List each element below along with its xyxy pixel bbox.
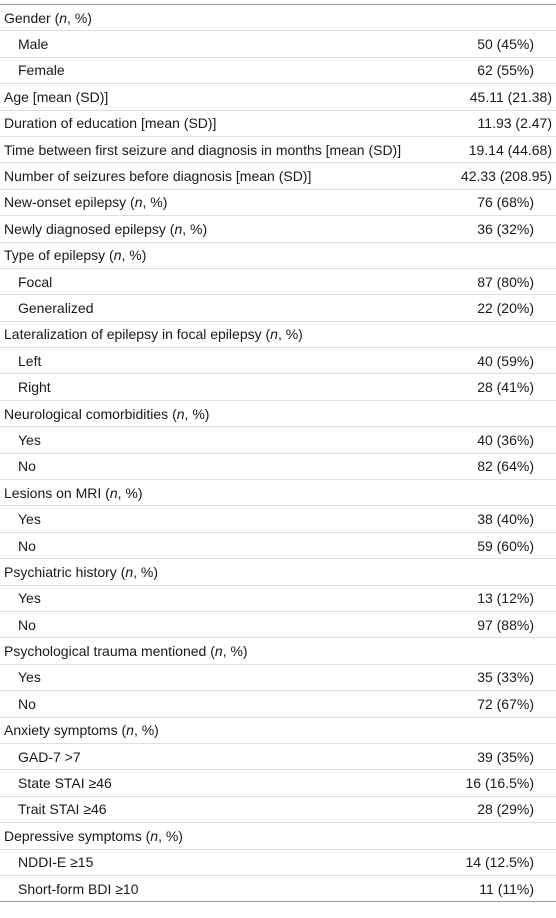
row-value: 22 (20%) [477,299,534,316]
table-subrow [0,665,556,691]
row-label-suffix: , %) [133,563,159,580]
row-label [0,775,112,791]
row-label [0,617,36,633]
table-row [0,401,556,427]
row-label [0,643,248,659]
row-value: 14 (12.5%) [465,854,534,871]
row-label-text: Lesions on MRI ( [4,484,110,501]
table-row [0,638,556,664]
row-label [0,749,81,765]
row-label [0,300,94,316]
row-label-suffix: , %) [67,9,92,26]
row-label-text: Male [18,36,49,53]
row-label [0,10,92,26]
row-value: 28 (29%) [477,801,534,818]
row-label-text: Female [18,62,65,79]
row-label [0,432,41,448]
row-label-text: Generalized [18,299,94,316]
row-label-text: NDDI-E ≥15 [18,854,94,871]
table-row [0,84,556,110]
row-label-text: Depressive symptoms ( [4,827,151,844]
row-label-text: Yes [18,511,41,528]
row-label-text: No [18,616,36,633]
table-subrow [0,612,556,638]
row-value: 35 (33%) [477,669,534,686]
row-label [0,801,107,817]
table-row [0,322,556,348]
row-label-italic-n: n [109,484,118,501]
row-label [0,62,65,78]
row-label-text: Psychological trauma mentioned ( [4,643,215,660]
table-row [0,137,556,163]
row-label-text: Number of seizures before diagnosis [mean (SD)] [4,168,312,185]
row-label [0,168,311,184]
row-label-text: Gender ( [4,9,60,26]
row-value: 40 (36%) [477,431,534,448]
row-value: 45.11 (21.38) [469,88,552,105]
table-body [0,5,556,902]
row-label [0,881,139,897]
row-label-text: Focal [18,273,53,290]
row-label [0,590,41,606]
row-label-italic-n: n [59,9,68,26]
row-label-text: Anxiety symptoms ( [4,722,127,739]
row-label [0,36,48,52]
row-label-text: Duration of education [mean (SD)] [4,115,217,132]
row-value: 97 (88%) [477,616,534,633]
row-label-italic-n: n [270,326,278,343]
row-label-text: Trait STAI ≥46 [18,801,107,818]
row-value: 87 (80%) [477,273,534,290]
row-label [0,538,36,554]
row-label [0,485,143,501]
row-label-text: Type of epilepsy ( [4,247,114,264]
row-value: 40 (59%) [477,352,534,369]
row-label-italic-n: n [174,220,183,237]
row-value: 76 (68%) [477,194,534,211]
row-label-text: No [18,537,36,554]
row-value: 16 (16.5%) [465,775,534,792]
table-row [0,5,556,31]
row-label [0,669,41,685]
row-label-suffix: , %) [277,326,303,343]
table-subrow [0,269,556,295]
row-value: 38 (40%) [477,511,534,528]
table-row [0,163,556,189]
row-label-text: Yes [18,590,41,607]
table-subrow [0,348,556,374]
row-label-suffix: , %) [158,827,183,844]
row-label [0,247,146,263]
row-label-text: State STAI ≥46 [18,775,112,792]
row-value: 13 (12%) [477,590,534,607]
row-label-italic-n: n [125,563,134,580]
row-label-text: Psychiatric history ( [4,563,126,580]
table-subrow [0,454,556,480]
table-row [0,480,556,506]
table-subrow [0,374,556,400]
table-subrow [0,533,556,559]
row-label-text: Time between first seizure and diagnosis in months [mean (SD)] [4,141,402,158]
row-label-suffix: , %) [182,220,208,237]
table-subrow [0,427,556,453]
row-label [0,142,401,158]
row-label-italic-n: n [113,247,122,264]
row-value: 11 (11%) [479,880,534,897]
row-label-text: Left [18,352,42,369]
row-value: 82 (64%) [477,458,534,475]
row-label [0,458,36,474]
row-label [0,722,159,738]
row-value: 36 (32%) [477,220,534,237]
row-label [0,115,216,131]
row-label-italic-n: n [126,722,134,739]
row-value: 42.33 (208.95) [460,168,552,185]
row-label [0,194,167,210]
row-label-text: Yes [18,431,41,448]
table-subrow [0,744,556,770]
table-subrow [0,797,556,823]
row-label-text: Yes [18,669,41,686]
row-value: 11.93 (2.47) [477,115,552,132]
row-label [0,221,207,237]
row-value: 28 (41%) [477,379,534,396]
row-label-italic-n: n [134,194,143,211]
row-value: 59 (60%) [477,537,534,554]
table-subrow [0,31,556,57]
table-subrow [0,586,556,612]
table-subrow [0,691,556,717]
table-row [0,190,556,216]
table-subrow [0,295,556,321]
row-value: 19.14 (44.68) [468,141,552,158]
row-label-suffix: , %) [184,405,210,422]
table-subrow [0,770,556,796]
table-row [0,559,556,585]
row-label [0,406,209,422]
row-label-text: Right [18,379,51,396]
row-value: 72 (67%) [477,695,534,712]
row-label-text: Age [mean (SD)] [4,88,109,105]
row-label [0,326,303,342]
row-label-text: Neurological comorbidities ( [4,405,177,422]
row-value: 62 (55%) [477,62,534,79]
row-label-italic-n: n [176,405,185,422]
table-subrow [0,506,556,532]
row-label [0,379,51,395]
row-value: 50 (45%) [477,36,534,53]
row-label-italic-n: n [214,643,223,660]
row-label-suffix: , %) [117,484,143,501]
row-label [0,564,158,580]
row-label [0,854,93,870]
row-label-text: Newly diagnosed epilepsy ( [4,220,175,237]
row-label-suffix: , %) [133,722,159,739]
row-label [0,828,183,844]
row-label [0,353,41,369]
row-label-suffix: , %) [142,194,168,211]
table-row [0,823,556,849]
row-label-text: No [18,458,36,475]
row-label [0,89,108,105]
row-label-italic-n: n [150,827,159,844]
row-label [0,696,36,712]
row-label-suffix: , %) [121,247,147,264]
table-subrow [0,58,556,84]
table-row [0,243,556,269]
row-label [0,274,52,290]
table-row [0,111,556,137]
row-label-text: Short-form BDI ≥10 [18,880,139,897]
table-row [0,718,556,744]
row-label [0,511,41,527]
row-label-suffix: , %) [222,643,248,660]
table-row [0,216,556,242]
row-label-text: No [18,695,36,712]
table-subrow [0,876,556,902]
row-label-text: GAD-7 >7 [18,748,81,765]
row-label-text: New-onset epilepsy ( [4,194,135,211]
table-subrow [0,850,556,876]
row-label-text: Lateralization of epilepsy in focal epilepsy ( [4,326,271,343]
row-value: 39 (35%) [477,748,534,765]
